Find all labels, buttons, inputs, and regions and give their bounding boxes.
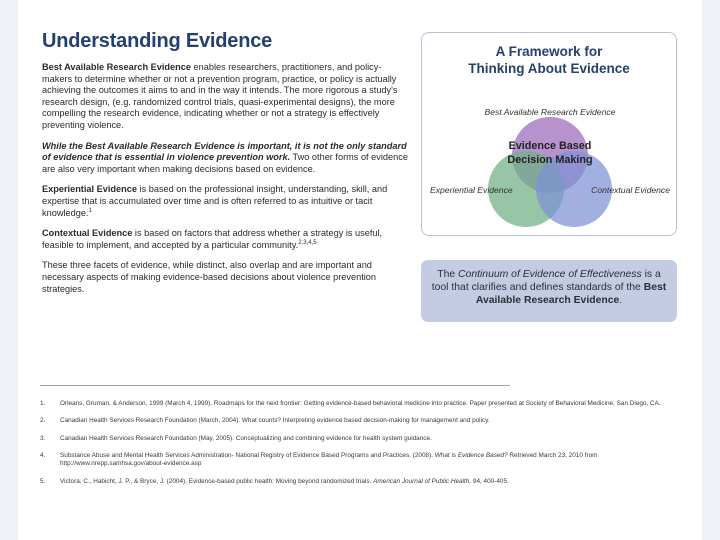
callout-title-italic: Continuum of Evidence of Effectiveness <box>458 269 642 280</box>
reference-number: 1. <box>40 400 46 407</box>
footnote-marker: 2,3,4,5 <box>298 239 317 246</box>
document-page <box>18 0 702 540</box>
venn-diagram <box>422 33 678 237</box>
footnote-marker: 1 <box>88 207 92 214</box>
paragraph-contextual <box>42 228 410 251</box>
continuum-callout <box>421 260 677 322</box>
paragraph-text: is based on factors that address whether a strategy is useful, feasible to implement, and accepted by a particular community. <box>42 228 383 250</box>
reference-text: Canadian Health Services Research Foundation (March, 2004). What counts? Interpreting evidence based decision-making for management and policy. <box>60 417 490 425</box>
reference-text-part: Victora, C., Habicht, J. P., & Bryce, J. (2004). Evidence-based public health: Moving beyond randomized trials. <box>60 477 374 485</box>
callout-bold-term: Best Available Research Evidence <box>475 282 667 306</box>
reference-text: Canadian Health Services Research Foundation (May, 2005). Conceptualizing and combining evidence for health system guidance. <box>60 434 432 442</box>
reference-number: 3. <box>40 434 46 442</box>
paragraph-text: These three facets of evidence, while distinct, also overlap and are important and necessary aspects of making evidence-based decisions about violence prevention strategies. <box>42 260 377 294</box>
center-label-line2: Decision Making <box>507 154 593 166</box>
paragraph-text: enables researchers, practitioners, and policy-makers to determine whether or not a prevention program, practice, or policy is actually achieving the outcomes it aims to and in the way it intends. The more rigorous a study's research design, (e.g. randomized control trials, quasi-experimental designs), the more compelling the research evidence, indicating whether or not a strategy is effectively preventing violence. <box>42 62 398 130</box>
reference-number: 2. <box>40 417 46 425</box>
reference-item <box>40 417 680 425</box>
reference-journal-italic: American Journal of Public Health, <box>373 477 472 485</box>
reference-text-part: 94, 400-405. <box>471 477 509 485</box>
reference-text-part: Retrieved March 23, 2010 from http://www.nrepp.samhsa.gov/about-evidence.asp <box>60 452 598 468</box>
body-text <box>42 62 410 304</box>
callout-text: The <box>437 269 459 280</box>
framework-panel <box>421 32 677 236</box>
framework-title-line1: A Framework for <box>495 44 603 59</box>
reference-item <box>40 435 680 443</box>
callout-text: is a tool that clarifies and defines standards of the <box>431 269 661 293</box>
term-contextual-evidence: Contextual Evidence <box>42 228 133 239</box>
reference-number: 4. <box>40 452 46 460</box>
label-contextual-evidence: Contextual Evidence <box>591 185 670 195</box>
reference-title-italic: What is Evidence Based? <box>434 452 508 460</box>
paragraph-text: is based on the professional insight, understanding, skill, and expertise that is accumulated over time and is often referred to as intuitive or tacit knowledge. <box>42 184 388 218</box>
callout-period: . <box>619 295 623 306</box>
framework-title-line2: Thinking About Evidence <box>468 61 630 76</box>
paragraph-standards <box>42 141 410 176</box>
term-experiential-evidence: Experiential Evidence <box>42 184 137 195</box>
page-title: Understanding Evidence <box>42 30 273 52</box>
emphasis-statement: While the Best Available Research Evidence is important, it is not the only standard of evidence that is essential in violence prevention work. <box>42 140 407 163</box>
paragraph-experiential <box>42 184 410 219</box>
paragraph-text: Two other forms of evidence are also very important when making decisions based on evidence. <box>42 152 408 174</box>
reference-text: Orleans, Gruman, & Anderson, 1999 (March 4, 1999). Roadmaps for the next frontier: Getting evidence-based behavioral medicine into practice. Paper presented at Society of Behavioral Medicine, San Diego, CA. <box>60 400 661 407</box>
label-experiential-evidence: Experiential Evidence <box>430 185 513 195</box>
reference-text <box>60 478 680 486</box>
reference-text <box>60 452 680 468</box>
center-label-line1: Evidence Based <box>508 140 592 152</box>
reference-number: 5. <box>40 477 46 485</box>
reference-item <box>40 400 680 408</box>
label-research-evidence: Best Available Research Evidence <box>484 107 616 117</box>
reference-item <box>40 452 680 468</box>
references-list <box>40 400 680 495</box>
footnote-divider <box>40 385 510 386</box>
paragraph-summary <box>42 260 410 295</box>
term-research-evidence: Best Available Research Evidence <box>42 62 191 72</box>
reference-item <box>40 478 680 486</box>
paragraph-research-evidence <box>42 62 410 132</box>
reference-text-part: Substance Abuse and Mental Health Services Administration- National Registry of Evidence Based Programs and Practices. (2008). <box>60 452 435 460</box>
